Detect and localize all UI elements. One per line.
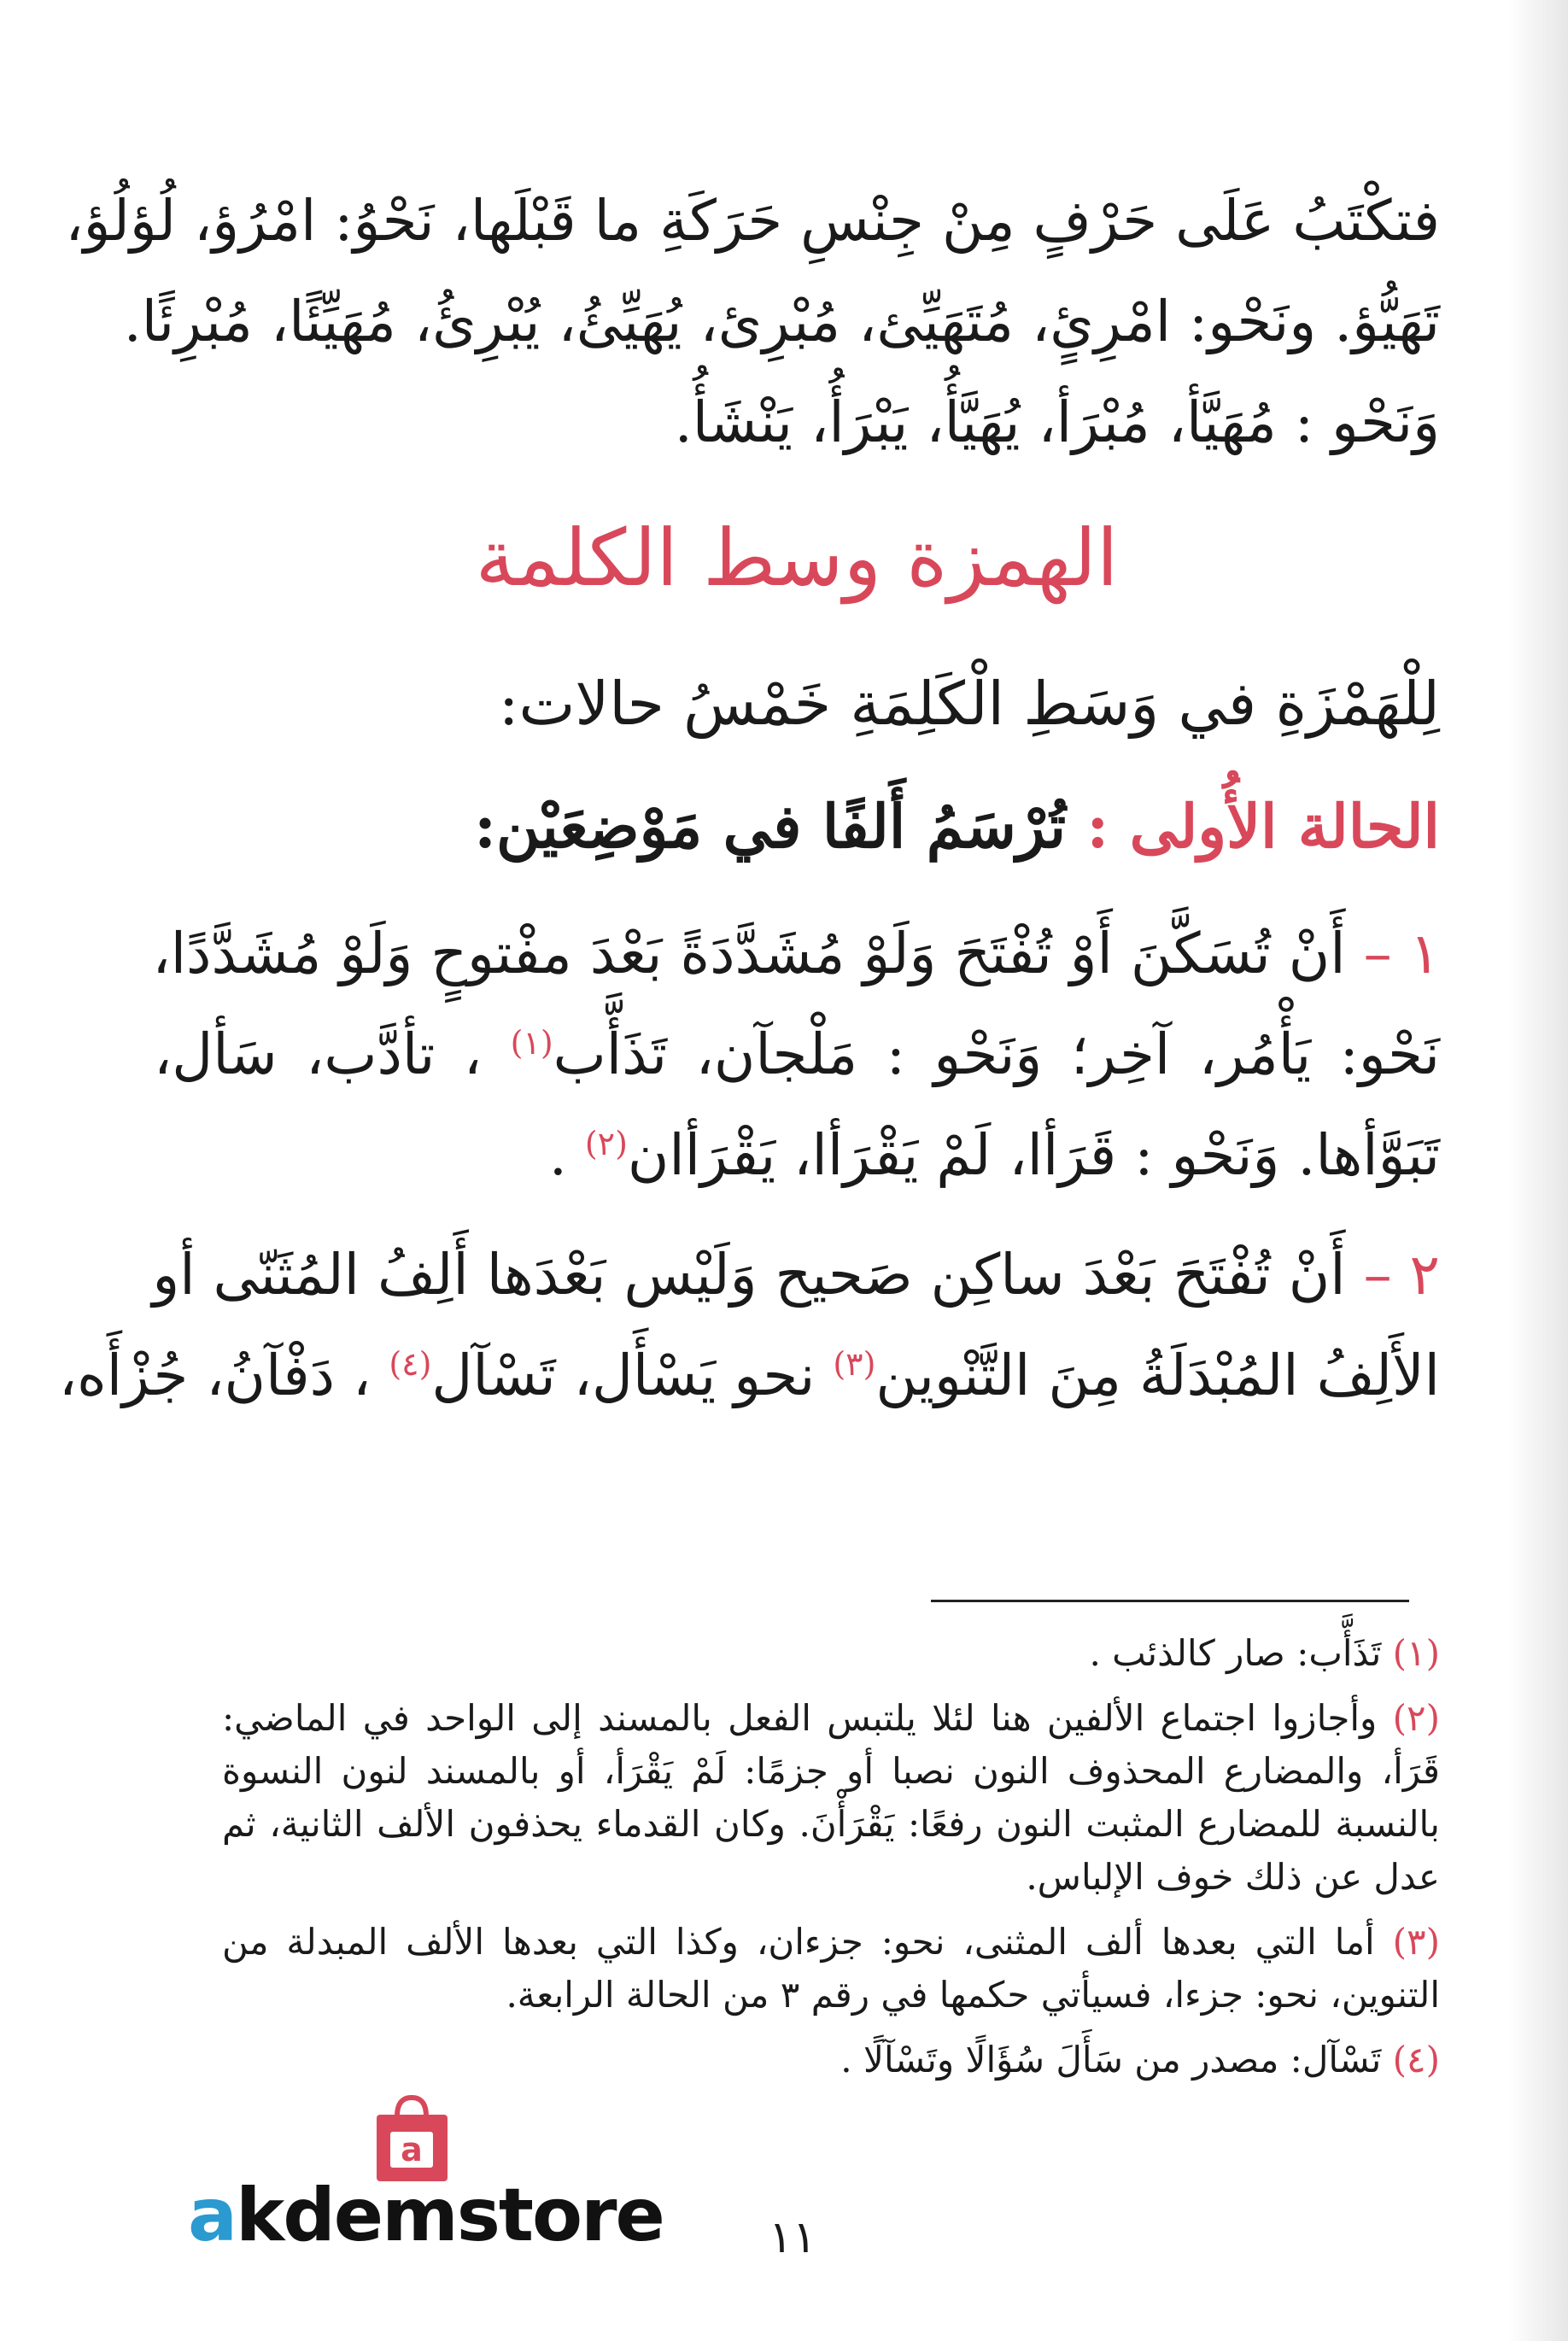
footnote-divider <box>931 1600 1409 1602</box>
item-1 <box>154 904 1440 1206</box>
intro-line: لِلْهَمْزَةِ في وَسَطِ الْكَلِمَةِ خَمْسُ حالات: <box>498 669 1440 739</box>
item-1-line-2 <box>154 1004 1440 1105</box>
item-2 <box>58 1225 1440 1426</box>
logo-icon-letter: a <box>401 2131 423 2168</box>
item-2-number: ٢ – <box>1363 1242 1440 1308</box>
main-text <box>58 171 1440 1426</box>
item-1-line-3-b: . <box>548 1122 567 1188</box>
item-2-line-2 <box>58 1326 1440 1426</box>
case-title <box>154 775 1440 878</box>
text-line-2: تَهَيُّؤ. ونَحْو: امْرِئٍ، مُتَهَيِّئ، مُبْرِئ، يُهَيِّئُ، يُبْرِئُ، مُهَيِّئًا، مُبْرِئًا. <box>123 289 1440 354</box>
footnote-number: (٤) <box>1392 2039 1440 2081</box>
footnote-ref-1[interactable]: (١) <box>510 1024 553 1062</box>
footnote-text: وأجازوا اجتماع الألفين هنا لئلا يلتبس الفعل بالمسند إلى الواحد في الماضي: قَرَأ، والمضارع المحذوف النون نصبا أو جزمًا: لَمْ يَقْرَأ، أو بالمسند لنون النسوة بالنسبة للمضارع المثبت النون رفعًا: يَقْرَأْنَ. وكان القدماء يحذفون الألف الثانية، ثم عدل عن ذلك خوف الإلباس. <box>222 1697 1440 1898</box>
store-name <box>188 2174 664 2256</box>
store-name-rest: kdemstore <box>236 2173 664 2258</box>
store-name-prefix: a <box>188 2173 237 2258</box>
footnote-number: (٣) <box>1392 1921 1440 1963</box>
item-1-line-3-a: تَبَوَّأها. وَنَحْو : قَرَأا، لَمْ يَقْرَأا، يَقْرَأان <box>627 1122 1440 1188</box>
item-1-line-3 <box>154 1105 1440 1206</box>
case-label: الحالة الأُولى : <box>1086 791 1440 862</box>
item-2-line-2-a: الأَلِفُ المُبْدَلَةُ مِنَ التَّنْوين <box>875 1343 1440 1408</box>
footnote-ref-4[interactable]: (٤) <box>389 1345 432 1383</box>
item-1-line-1 <box>154 904 1440 1004</box>
footnote-2 <box>222 1692 1440 1904</box>
store-logo[interactable] <box>188 2092 666 2258</box>
item-1-line-2-b: ، تأدَّب، سَأل، <box>154 1021 483 1087</box>
footnote-3 <box>222 1916 1440 2022</box>
footnote-text: تَسْآل: مصدر من سَأَلَ سُؤَالًا وتَسْآلًا . <box>840 2039 1382 2081</box>
footnote-text: تَذَأَّب: صار كالذئب . <box>1089 1632 1382 1674</box>
footnotes <box>222 1627 1440 2098</box>
footnote-ref-3[interactable]: (٣) <box>833 1345 876 1383</box>
footnote-number: (١) <box>1392 1632 1440 1674</box>
item-1-line-2-a: نَحْو: يَأْمُر، آخِر؛ وَنَحْو : مَلْجآن، تَذَأَّب <box>553 1021 1440 1087</box>
page-edge-shade <box>1508 0 1568 2341</box>
item-1-number: ١ – <box>1363 921 1440 986</box>
footnote-1 <box>222 1627 1440 1680</box>
footnote-ref-2[interactable]: (٢) <box>584 1125 628 1162</box>
item-2-line-2-b: نحو يَسْأَل، تَسْآل <box>431 1343 816 1408</box>
page-number: ١١ <box>769 2212 816 2263</box>
text-line-1: فتكْتَبُ عَلَى حَرْفٍ مِنْ جِنْسِ حَرَكَةِ ما قَبْلَها، نَحْوُ: امْرُؤ، لُؤلُؤ، <box>65 188 1440 254</box>
case-text: تُرْسَمُ أَلفًا في مَوْضِعَيْن: <box>474 791 1067 862</box>
footnote-4 <box>222 2034 1440 2086</box>
footnote-text: أما التي بعدها ألف المثنى، نحو: جزءان، وكذا التي بعدها الألف المبدلة من التنوين، نحو: جزءا، فسيأتي حكمها في رقم ٣ من الحالة الرابعة. <box>222 1921 1440 2016</box>
item-2-line-2-c: ، دَفْآنُ، جُزْأَه، <box>58 1343 372 1408</box>
text-line-3: وَنَحْو : مُهَيَّأ، مُبْرَأ، يُهَيَّأُ، يَبْرَأُ، يَنْشَأُ. <box>674 389 1440 455</box>
section-heading: الهمزة وسط الكلمة <box>475 512 1119 604</box>
footnote-number: (٢) <box>1392 1697 1440 1739</box>
item-1-line-1-text: أَنْ تُسَكَّنَ أَوْ تُفْتَحَ وَلَوْ مُشَدَّدَةً بَعْدَ مفْتوحٍ وَلَوْ مُشَدَّدًا، <box>152 921 1346 986</box>
item-2-line-1 <box>154 1225 1440 1326</box>
item-2-line-1-text: أَنْ تُفْتَحَ بَعْدَ ساكِن صَحيح وَلَيْس بَعْدَها أَلِفُ المُثَنّى أو <box>152 1242 1346 1308</box>
